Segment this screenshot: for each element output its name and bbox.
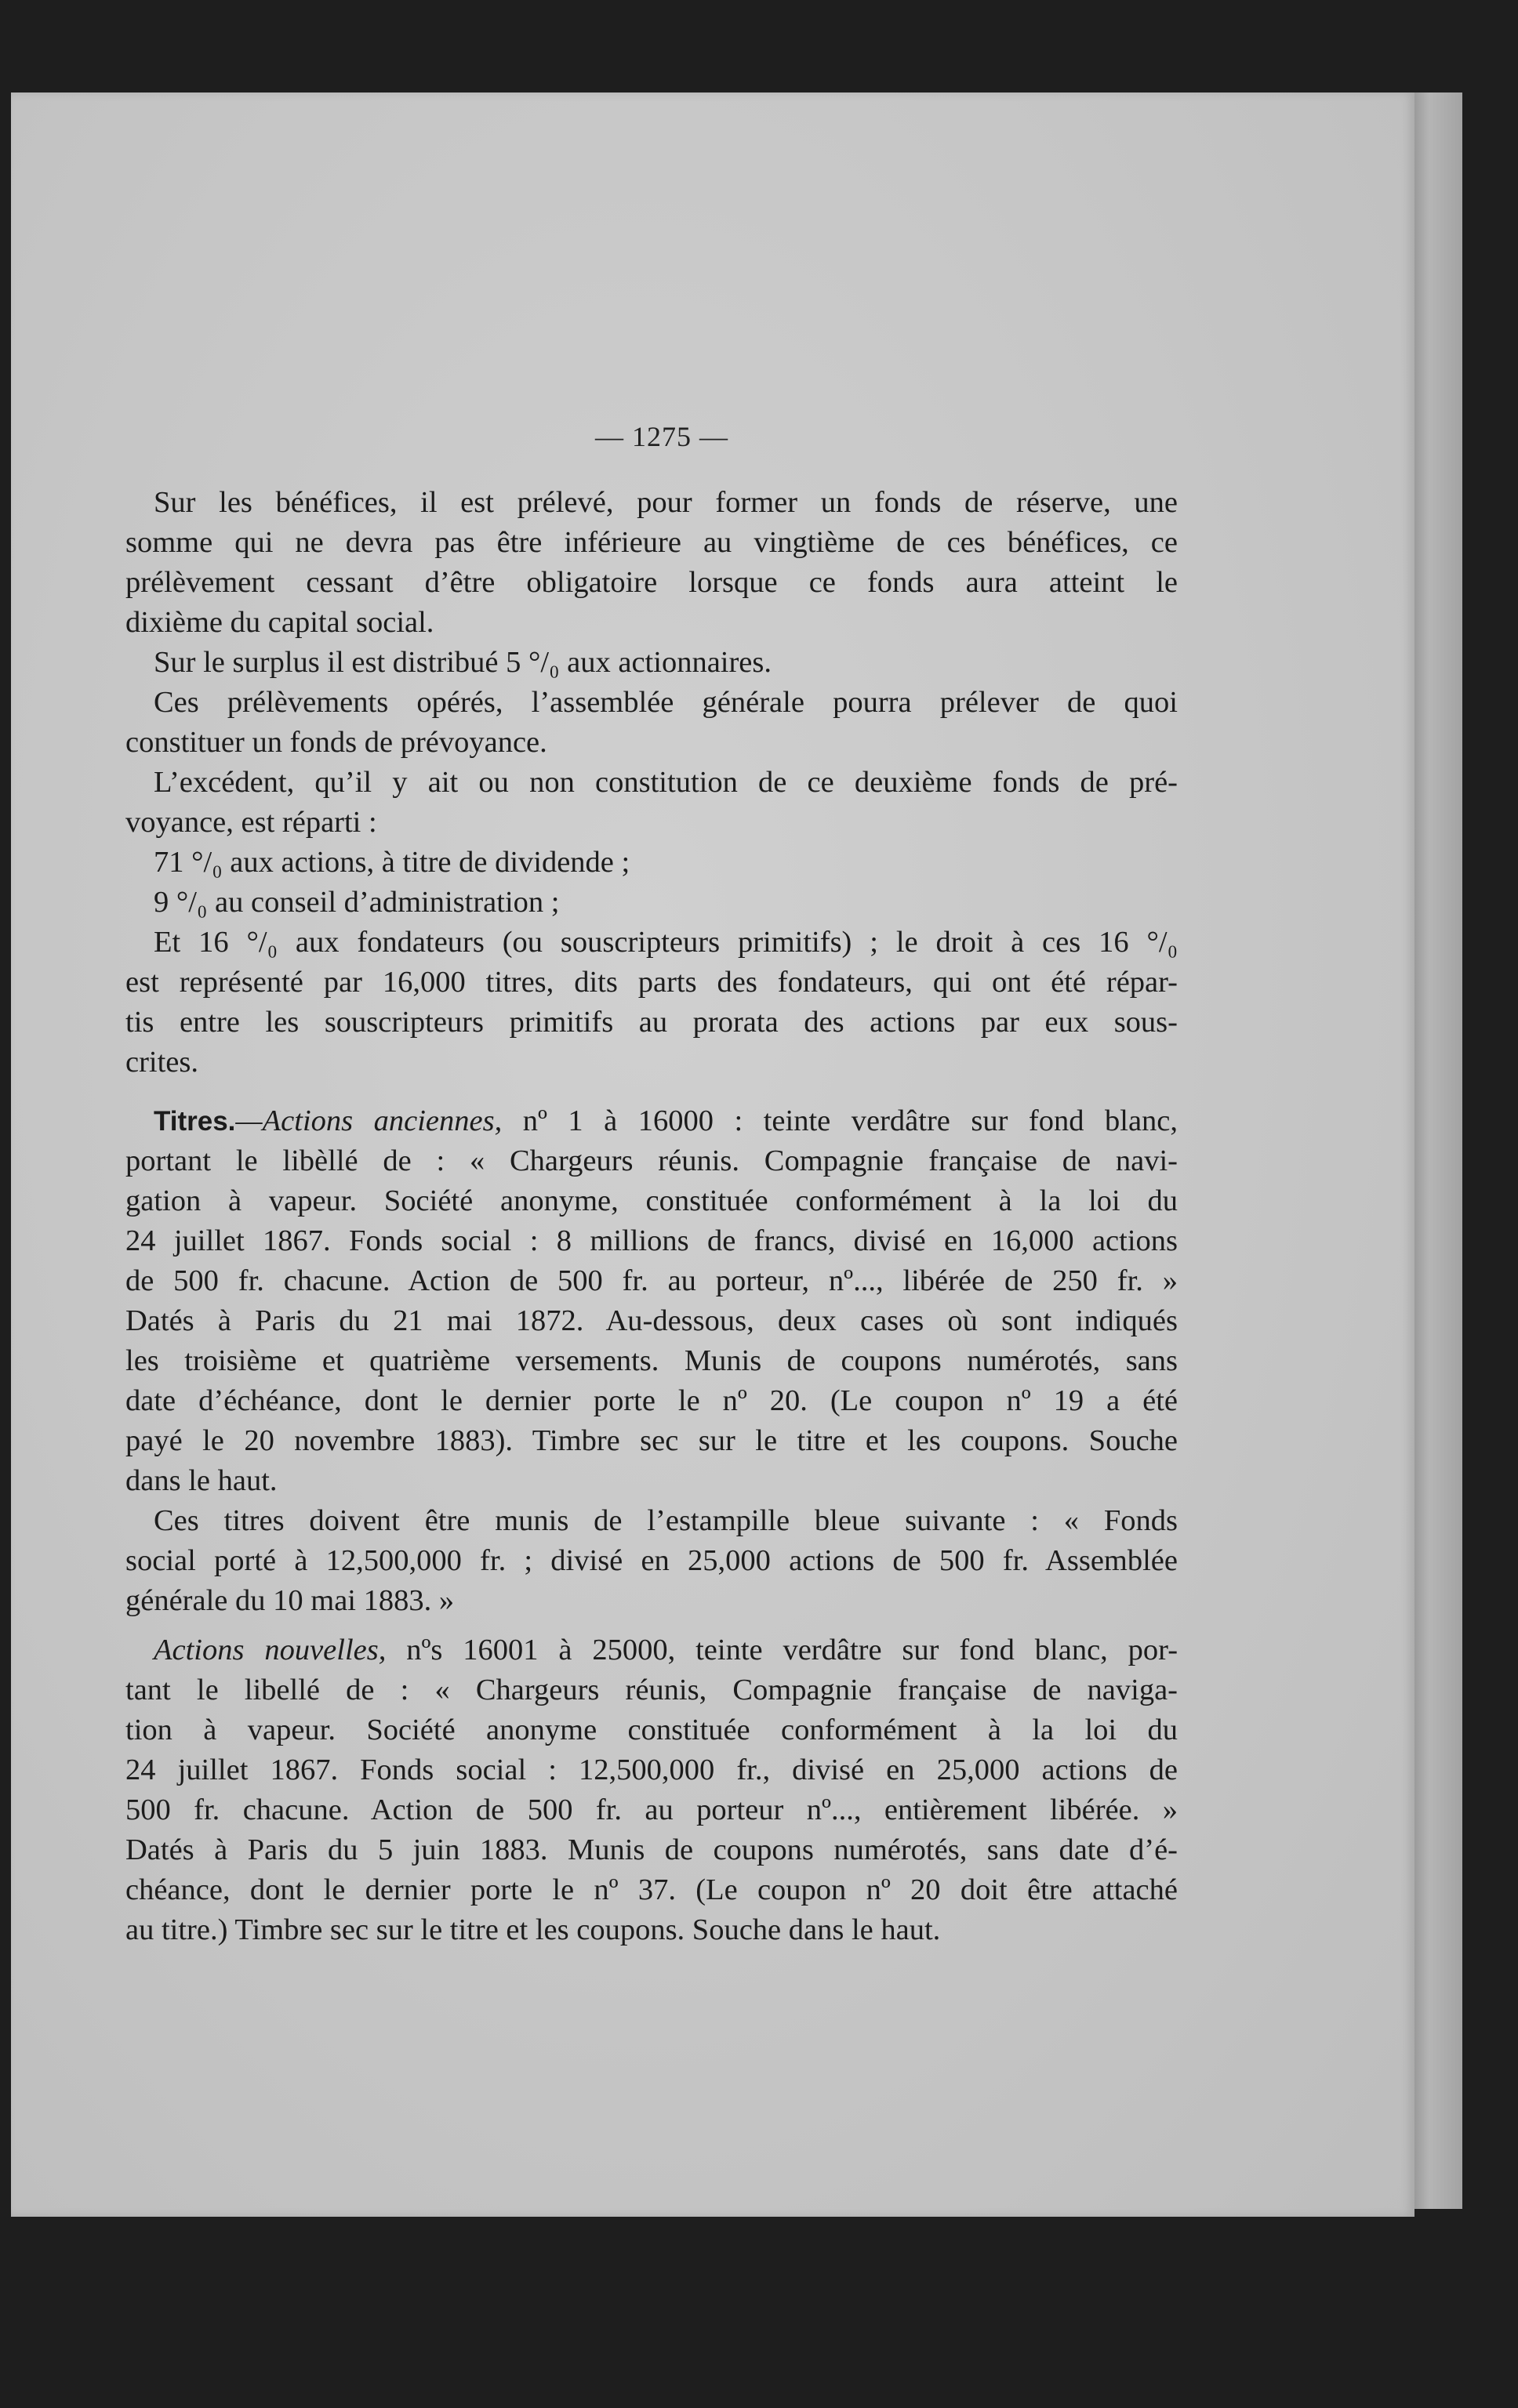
text-line: les troisième et quatrième versements. Munis de coupons numérotés, sans <box>125 1344 1178 1377</box>
text-line: date d’échéance, dont le dernier porte le nº 20. (Le coupon nº 19 a été <box>125 1384 1178 1417</box>
text-line: tis entre les souscripteurs primitifs au prorata des actions par eux sous- <box>125 1006 1178 1039</box>
page-number: — 1275 — <box>595 421 728 452</box>
text-line: dans le haut. <box>125 1464 278 1497</box>
text-line: générale du 10 mai 1883. » <box>125 1584 455 1617</box>
text-line: prélèvement cessant d’être obligatoire lorsque ce fonds aura atteint le <box>125 566 1178 599</box>
paragraph-dividend <box>125 843 1178 883</box>
text-line: 9 °/₀ au conseil d’administration ; <box>154 886 560 919</box>
paragraph-provident-fund <box>125 683 1178 763</box>
new-shares-label: Actions nouvelles, <box>154 1634 387 1666</box>
text-line: Datés à Paris du 21 mai 1872. Au-dessous, deux cases où sont indiqués <box>125 1304 1178 1337</box>
paragraph-founders <box>125 923 1178 1083</box>
text-line: Datés à Paris du 5 juin 1883. Munis de coupons numérotés, sans date d’é- <box>125 1833 1178 1866</box>
text-line: 24 juillet 1867. Fonds social : 8 millions de francs, divisé en 16,000 actions <box>125 1224 1178 1257</box>
text-line: Et 16 °/₀ aux fondateurs (ou souscripteurs primitifs) ; le droit à ces 16 °/₀ <box>154 926 1178 959</box>
text-line: est représenté par 16,000 titres, dits parts des fondateurs, qui ont été répar- <box>125 966 1178 999</box>
text-line: Sur les bénéfices, il est prélevé, pour former un fonds de réserve, une <box>154 486 1178 519</box>
text-line: tion à vapeur. Société anonyme constituée conformément à la loi du <box>125 1714 1178 1746</box>
paragraph-council <box>125 883 1178 923</box>
text-line: Sur le surplus il est distribué 5 °/₀ aux actionnaires. <box>154 646 772 679</box>
page-edge <box>1407 92 1462 2209</box>
text-line: Ces titres doivent être munis de l’estampille bleue suivante : « Fonds <box>154 1504 1178 1537</box>
text-line <box>125 1630 1178 1670</box>
text-line: au titre.) Timbre sec sur le titre et les coupons. Souche dans le haut. <box>125 1913 941 1946</box>
paragraph-excess <box>125 763 1178 843</box>
text-line: social porté à 12,500,000 fr. ; divisé en 25,000 actions de 500 fr. Assemblée <box>125 1544 1178 1577</box>
text-line: L’excédent, qu’il y ait ou non constitution de ce deuxième fonds de pré- <box>154 766 1178 799</box>
paragraph-old-shares <box>125 1101 1178 1501</box>
book-page <box>11 92 1414 2217</box>
text-line: portant le libèllé de : « Chargeurs réunis. Compagnie française de navi- <box>125 1144 1178 1177</box>
text-line <box>125 1101 1178 1141</box>
body-text <box>125 483 1178 1950</box>
old-shares-label: —Actions anciennes, <box>235 1104 503 1137</box>
text-line: 500 fr. chacune. Action de 500 fr. au porteur nº..., entièrement libérée. » <box>125 1793 1178 1826</box>
paragraph-blue-stamp <box>125 1501 1178 1621</box>
text-line: payé le 20 novembre 1883). Timbre sec sur le titre et les coupons. Souche <box>125 1424 1178 1457</box>
titres-heading: Titres. <box>154 1106 236 1137</box>
paragraph-surplus <box>125 643 1178 683</box>
text-line: constituer un fonds de prévoyance. <box>125 726 547 759</box>
text-line: 24 juillet 1867. Fonds social : 12,500,000 fr., divisé en 25,000 actions de <box>125 1753 1178 1786</box>
text-line: Ces prélèvements opérés, l’assemblée générale pourra prélever de quoi <box>154 686 1178 719</box>
text-line: somme qui ne devra pas être inférieure au vingtième de ces bénéfices, ce <box>125 526 1178 559</box>
text-line: crites. <box>125 1046 198 1079</box>
section-gap <box>125 1083 1178 1101</box>
paragraph-reserve-fund <box>125 483 1178 643</box>
text-line: gation à vapeur. Société anonyme, constituée conformément à la loi du <box>125 1184 1178 1217</box>
text-run: nº 1 à 16000 : teinte verdâtre sur fond blanc, <box>522 1104 1178 1137</box>
section-gap <box>125 1621 1178 1630</box>
text-line: voyance, est réparti : <box>125 806 377 839</box>
text-line: de 500 fr. chacune. Action de 500 fr. au porteur, nº..., libérée de 250 fr. » <box>125 1264 1178 1297</box>
text-line: chéance, dont le dernier porte le nº 37. (Le coupon nº 20 doit être attaché <box>125 1873 1178 1906</box>
text-line: dixième du capital social. <box>125 606 434 639</box>
text-line: 71 °/₀ aux actions, à titre de dividende ; <box>154 846 630 879</box>
text-line: tant le libellé de : « Chargeurs réunis, Compagnie française de naviga- <box>125 1674 1178 1706</box>
text-run: nºs 16001 à 25000, teinte verdâtre sur fond blanc, por- <box>406 1634 1178 1666</box>
paragraph-new-shares <box>125 1630 1178 1950</box>
